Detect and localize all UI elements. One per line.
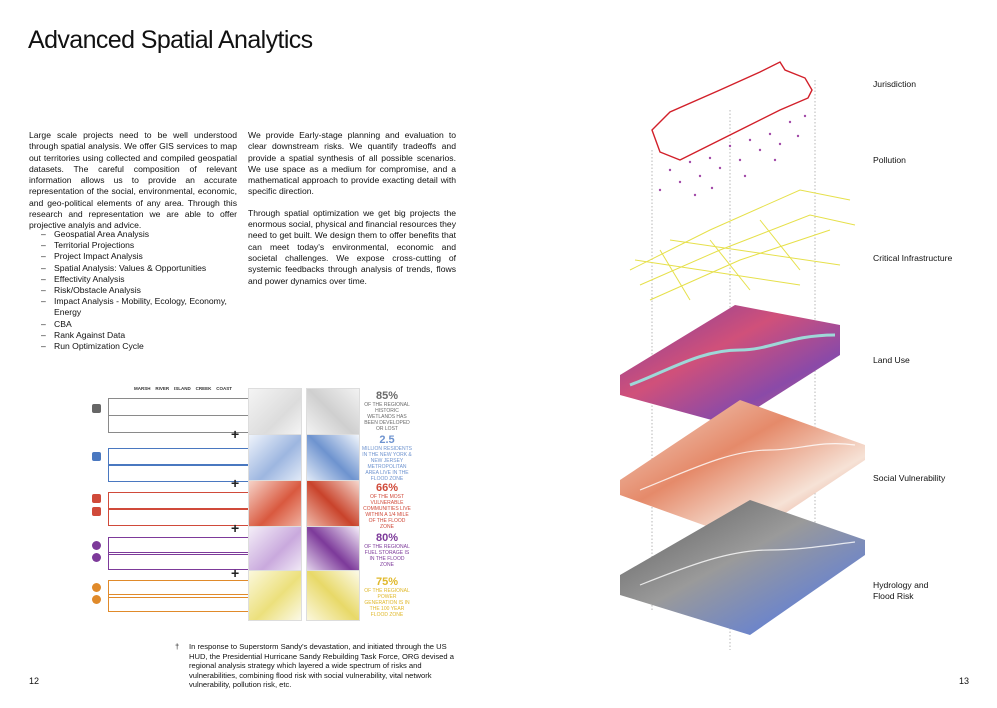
map-thumbnail: [248, 434, 302, 485]
dollar-icon: [92, 507, 101, 516]
stat-value: 66%: [375, 482, 399, 494]
map-thumbnail: [306, 570, 360, 621]
hydrology-layer: [620, 500, 865, 635]
factory-icon: [92, 404, 101, 413]
column-header: RIVER: [155, 386, 170, 391]
list-item: – Geospatial Area Analysis: [41, 229, 241, 240]
plus-icon: +: [231, 426, 240, 442]
map-thumbnail: [306, 434, 360, 485]
layer-stack-diagram: [600, 50, 870, 670]
approach-column: [248, 130, 456, 297]
stat-value: 85%: [375, 390, 399, 402]
column-header: COAST: [216, 386, 232, 391]
stat-caption: OF THE MOST VULNERABLE COMMUNITIES LIVE WITHIN A 1/4 MILE OF THE FLOOD ZONE: [363, 494, 411, 530]
layer-label-social-vulnerability: Social Vulnerability: [873, 473, 946, 483]
matrix-row-blue-2: [108, 464, 251, 482]
stat-residents: [362, 434, 412, 482]
plus-icon: +: [231, 565, 240, 581]
matrix-row-orange-2: [108, 594, 251, 612]
map-thumbnail: [306, 480, 360, 531]
matrix-row-gray-2: [108, 415, 251, 433]
energy-icon: [92, 583, 101, 592]
stat-caption: OF THE REGIONAL HISTORIC WETLANDS HAS BEEN DEVELOPED OR LOST: [364, 402, 410, 432]
layer-label-land-use: Land Use: [873, 355, 910, 365]
list-item: – Effectivity Analysis: [41, 274, 241, 285]
stat-wetlands: [362, 390, 412, 432]
list-item: – Run Optimization Cycle: [41, 341, 241, 352]
matrix-column-headers: [134, 386, 232, 391]
layer-label-pollution: Pollution: [873, 155, 906, 165]
map-thumbnail: [306, 388, 360, 439]
plus-icon: +: [231, 520, 240, 536]
stat-caption: OF THE REGIONAL FUEL STORAGE IS IN THE FLOOD ZONE: [364, 544, 410, 568]
matrix-row-purple-2: [108, 552, 251, 570]
stat-caption: MILLION RESIDENTS IN THE NEW YORK & NEW JERSEY METROPOLITAN AREA LIVE IN THE FLOOD ZONE: [362, 446, 413, 482]
page-number-left: 12: [29, 676, 40, 686]
stat-value: 75%: [375, 576, 399, 588]
list-item: – Impact Analysis - Mobility, Ecology, Economy, Energy: [41, 296, 241, 318]
map-thumbnail: [248, 480, 302, 531]
flow-icon: [92, 553, 101, 562]
intro-paragraph: [29, 130, 237, 242]
column-header: CREEK: [195, 386, 212, 391]
stat-power-generation: [362, 576, 412, 618]
stat-caption: OF THE REGIONAL POWER GENERATION IS IN THE 100 YEAR FLOOD ZONE: [364, 588, 410, 618]
approach-paragraph-1: We provide Early-stage planning and evaluation to clear downstream risks. We quantify tradeoffs and provide a spatial synthesis of all possible scenarios. We use space as a medium for compromise, and a mathematical approach to provide exacting detail with specific direction.: [248, 130, 456, 197]
stat-fuel-storage: [362, 532, 412, 568]
list-item: – Project Impact Analysis: [41, 251, 241, 262]
people-icon: [92, 494, 101, 503]
page-number-right: 13: [959, 676, 970, 686]
page-title: Advanced Spatial Analytics: [28, 26, 313, 54]
services-list: [41, 229, 241, 352]
list-item: – CBA: [41, 319, 241, 330]
list-item: – Risk/Obstacle Analysis: [41, 285, 241, 296]
list-item: – Spatial Analysis: Values & Opportunities: [41, 263, 241, 274]
layer-label-jurisdiction: Jurisdiction: [873, 79, 916, 89]
matrix-row-red-2: [108, 508, 251, 526]
stat-communities: [362, 482, 412, 530]
approach-paragraph-2: Through spatial optimization we get big projects the enormous social, physical and financial resources they need to get built. We design them to offer benefits that can meet today's environmental, economic and societal challenges. We expose cross-cutting of systemic feedbacks through analysis of trends, flows and power dynamics over time.: [248, 207, 456, 286]
power-icon: [92, 595, 101, 604]
jurisdiction-layer: [652, 62, 812, 160]
list-item: – Rank Against Data: [41, 330, 241, 341]
analysis-matrix-figure: [88, 386, 413, 618]
footnote-mark: †: [175, 642, 180, 651]
stat-value: 80%: [375, 532, 399, 544]
layer-label-critical-infrastructure: Critical Infrastructure: [873, 253, 953, 263]
building-icon: [92, 452, 101, 461]
footnote-text: In response to Superstorm Sandy's devastation, and initiated through the US HUD, the Presidential Hurricane Sandy Rebuilding Task Force, ORG devised a regional analysis strategy which layered a wide spectrum of risks and vulnerabilities, combining flood risk with social vulnerability, vital network vulnerability, pollution risk, etc.: [189, 642, 454, 690]
list-item: – Territorial Projections: [41, 240, 241, 251]
stat-value: 2.5: [379, 434, 395, 446]
layer-label-hydrology: Hydrology and Flood Risk: [873, 580, 929, 601]
pollution-layer: [659, 115, 806, 196]
network-icon: [92, 541, 101, 550]
column-header: MARSH: [134, 386, 151, 391]
plus-icon: +: [231, 475, 240, 491]
infrastructure-layer: [630, 190, 855, 300]
map-thumbnail: [248, 570, 302, 621]
column-header: ISLAND: [173, 386, 191, 391]
intro-text: Large scale projects need to be well understood through spatial analysis. We offer GIS services to map out territories using collected and compiled geospatial datasets. The careful composition of relevant information allows us to provide an accurate representation of the social, environmental, economic, and geo-political elements of any area. Through this research and representation we are able to offer projective analyis and advice.: [29, 130, 237, 231]
matrix-row-gray: [108, 398, 251, 416]
map-thumbnail: [248, 388, 302, 439]
